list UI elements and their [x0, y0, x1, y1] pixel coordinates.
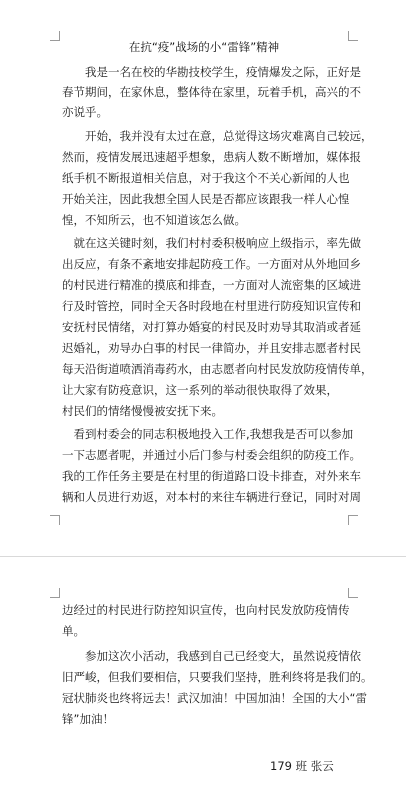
text-line: 出反应，有条不紊地安排起防疫工作。一方面对从外地回乡: [62, 257, 361, 271]
text-line: 我是一名在校的华勘技校学生，疫情爆发之际，正好是: [62, 65, 361, 79]
text-line: 春节期间，在家休息，整体待在家里，玩着手机，高兴的不: [62, 85, 361, 99]
text-line: 辆和人员进行劝返，对本村的来往车辆进行登记，同时对周: [62, 490, 361, 504]
text-line: 纸手机不断报道相关信息，对于我这个不关心新闻的人也: [62, 171, 350, 185]
margin-corner-mark: [50, 588, 60, 598]
text-line: 开始关注，因此我想全国人民是否都应该跟我一样人心惶: [62, 192, 350, 206]
margin-corner-mark: [50, 515, 60, 525]
text-line: 行及时管控，同时全天各时段地在村里进行防疫知识宣传和: [62, 299, 361, 313]
text-line: 冠状肺炎也终将远去！武汉加油！中国加油！全国的大小“雷: [62, 691, 367, 705]
document-title: 在抗“疫”战场的小“雷锋”精神: [128, 40, 280, 54]
text-line: 迟婚礼，劝导办白事的村民一律简办，并且安排志愿者村民: [62, 341, 361, 355]
margin-corner-mark: [348, 515, 358, 525]
text-line: 每天沿街道喷洒消毒药水，由志愿者向村民发放防疫情传单，: [62, 362, 373, 376]
margin-corner-mark: [50, 31, 60, 41]
margin-corner-mark: [348, 31, 358, 41]
author-signature: 179 班 张云: [270, 759, 334, 773]
text-line: 的村民进行精准的摸底和排查，一方面对人流密集的区域进: [62, 278, 361, 292]
text-line: 参加这次小活动，我感到自己已经变大，虽然说疫情依: [62, 649, 361, 663]
text-line: 锋”加油！: [62, 712, 114, 726]
text-line: 安抚村民情绪，对打算办婚宴的村民及时劝导其取消或者延: [62, 320, 361, 334]
text-line: 让大家有防疫意识，这一系列的举动很快取得了效果，: [62, 383, 338, 397]
text-line: 单。: [62, 624, 85, 638]
margin-corner-mark: [348, 588, 358, 598]
text-line: 旧严峻，但我们要相信，只要我们坚持，胜利终将是我们的。: [62, 670, 373, 684]
text-line: 一下志愿者呢，并通过小后门参与村委会组织的防疫工作。: [62, 448, 361, 462]
text-line: 惶，不知所云，也不知道该怎么做。: [62, 213, 246, 227]
text-line: 开始，我并没有太过在意，总觉得这场灾难离自己较远，: [62, 129, 373, 143]
text-line: 看到村委会的同志积极地投入工作,我想我是否可以参加: [62, 427, 354, 441]
text-line: 村民们的情绪慢慢被安抚下来。: [62, 404, 223, 418]
text-line: 亦说乎。: [62, 105, 108, 119]
text-line: 我的工作任务主要是在村里的街道路口设卡排查，对外来车: [62, 469, 361, 483]
text-line: 然而，疫情发展迅速超乎想象，患病人数不断增加，媒体报: [62, 150, 361, 164]
text-line: 边经过的村民进行防控知识宣传，也向村民发放防疫情传: [62, 603, 350, 617]
document-page-2: [0, 557, 406, 800]
text-line: 就在这关键时刻，我们村村委积极响应上级指示，率先做: [62, 236, 361, 250]
